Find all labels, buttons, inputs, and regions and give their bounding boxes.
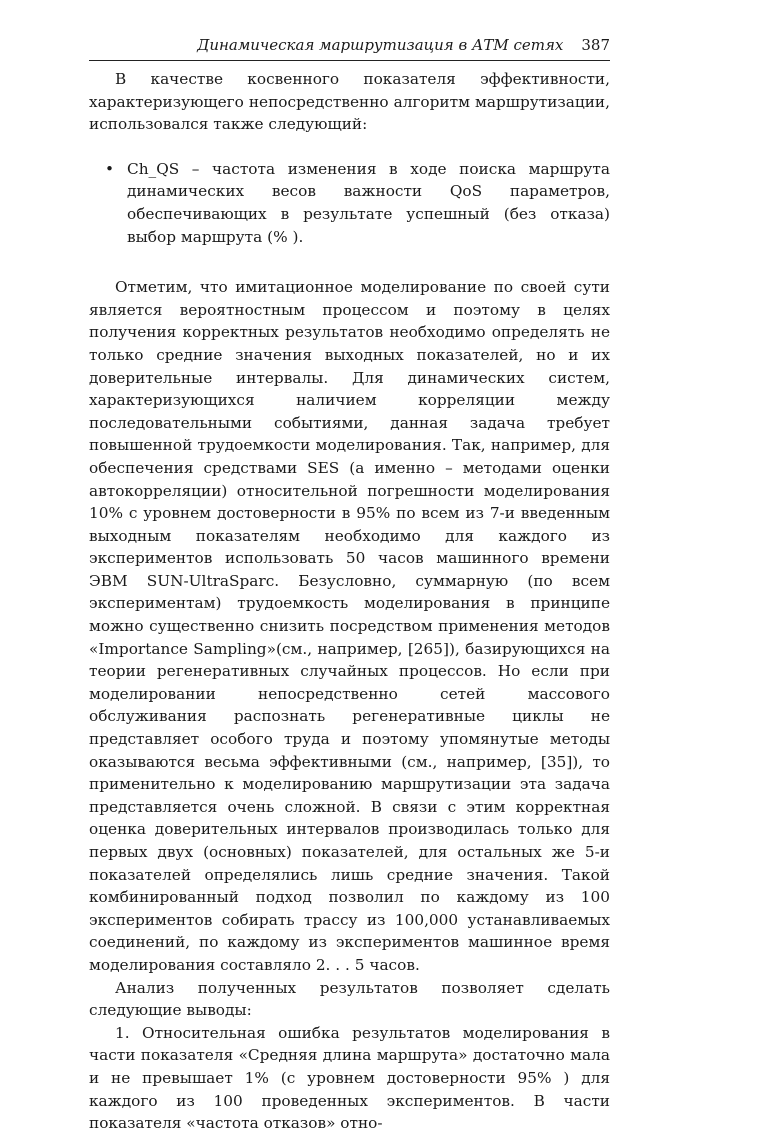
paragraph-simulation: Отметим, что имитационное моделирование по своей сути является вероятностным процессом и поэтому в целях получения корректных результатов необходимо определять не только средние значения выходных показателей, но и их доверительные интервалы. Для динамических систем, характеризующихся наличием корреляции между последовательными событиями, данная задача требует повышенной трудоемкости моделирования. Так, например, для обеспечения средствами SES (а именно – методами оценки автокорреляции) относительной погрешности моделирования 10% с уровнем достоверности в 95% по всем из 7-и введенным выходным показателям необходимо для каждого из экспериментов использовать 50 часов машинного времени ЭВМ SUN-UltraSparc. Безусловно, суммарную (по всем экспериментам) трудоемкость моделирования в принципе можно существенно снизить посредством применения методов «Importance Sampling»(см., например, [265]), базирующихся на теории регенеративных случайных процессов. Но если при моделировании непосредственно сетей массового обслуживания распознать регенеративные циклы не представляет особого труда и поэтому упомянутые методы оказываются весьма эффективными (см., например, [35]), то применительно к моделированию маршрутизации эта задача представляется очень сложной. В связи с этим корректная оценка доверительных интервалов производилась только для первых двух (основных) показателей, для остальных же 5-и показателей определялись лишь средние значения. Такой комбинированный подход позволил по каждому из 100 экспериментов собирать трассу из 100,000 устанавливаемых соединений, по каждому из экспериментов машинное время моделирования составляло 2. . . 5 часов.	[89, 278, 610, 974]
page-number: 387	[581, 36, 610, 54]
bullet-icon: •	[105, 159, 115, 178]
bullet-text: Ch_QS – частота изменения в ходе поиска маршрута динамических весов важности QoS параметров, обеспечивающих в результате успешный (без отказа) выбор маршрута (% ).	[127, 159, 610, 246]
running-title: Динамическая маршрутизация в АТМ сетях	[197, 36, 564, 54]
list-item	[105, 158, 610, 248]
paragraph-analysis: Анализ полученных результатов позволяет сделать следующие выводы:	[89, 978, 610, 1020]
page-header	[89, 36, 610, 61]
bullet-list	[89, 158, 610, 248]
paragraph-intro: В качестве косвенного показателя эффективности, характеризующего непосредственно алгоритм маршрутизации, использовался также следующий:	[89, 70, 610, 134]
page-body	[89, 68, 610, 1135]
paragraph-conclusion-1: 1. Относительная ошибка результатов моделирования в части показателя «Средняя длина маршрута» достаточно мала и не превышает 1% (с уровнем достоверности 95% ) для каждого из 100 проведенных экспериментов. В части показателя «частота отказов» отно-	[89, 1023, 610, 1133]
